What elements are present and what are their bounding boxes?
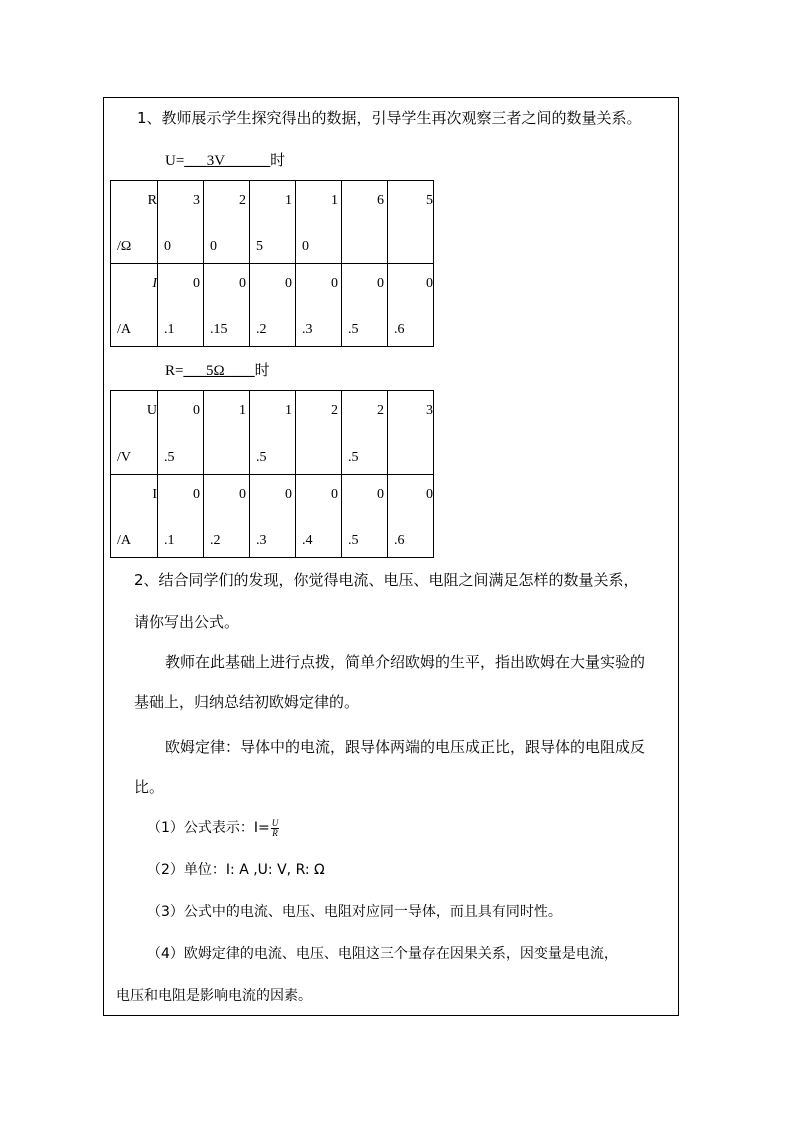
paragraph-2-line-1: 2、结合同学们的发现，你觉得电流、电压、电阻之间满足怎样的数量关系， [134, 571, 639, 589]
table1-cond-blank-b: ______ [225, 153, 271, 169]
table-cell: 2 [296, 391, 342, 475]
item-1-prefix: （1）公式表示：I= [147, 820, 270, 836]
formula-numerator: U [271, 817, 279, 828]
table-cell: 0 .4 [296, 475, 342, 558]
table-row [111, 181, 434, 264]
table-row [111, 264, 434, 347]
table-cell: 1 5 [250, 181, 296, 264]
data-table-1 [110, 180, 434, 347]
item-2-units: （2）单位：I: A ,U: V, R: Ω [147, 862, 325, 878]
table-cell: 0 .1 [158, 475, 204, 558]
table-cell: 6 [342, 181, 388, 264]
table-cell: 3 0 [158, 181, 204, 264]
table-cell: 0 .3 [296, 264, 342, 347]
item-4-line-2: 电压和电阻是影响电流的因素。 [116, 988, 312, 1004]
item-4-line-1: （4）欧姆定律的电流、电压、电阻这三个量存在因果关系，因变量是电流， [147, 946, 618, 962]
table2-cond-value: 5Ω [205, 363, 225, 379]
formula-fraction [271, 819, 280, 838]
table-cell: 0 .5 [158, 391, 204, 475]
table1-cond-suffix: 时 [270, 151, 286, 169]
table-cell: I /A [111, 475, 158, 558]
paragraph-3-line-1: 教师在此基础上进行点拨，简单介绍欧姆的生平，指出欧姆在大量实验的 [165, 653, 646, 671]
table2-condition [165, 360, 270, 381]
table-cell: 0 .2 [250, 264, 296, 347]
paragraph-3-line-2: 基础上，归纳总结初欧姆定律的。 [134, 693, 360, 711]
formula-denominator: R [272, 827, 278, 838]
intro-text: 1、教师展示学生探究得出的数据，引导学生再次观察三者之间的数量关系。 [137, 109, 642, 127]
table-cell: 2 0 [204, 181, 250, 264]
table1-cond-prefix: U= [165, 153, 185, 169]
table-cell: 0 .6 [388, 264, 434, 347]
table2-cond-suffix: 时 [254, 361, 270, 379]
table-cell: 0 .15 [204, 264, 250, 347]
table1-cond-blank-a: ___ [184, 153, 207, 169]
table-cell: 2 .5 [342, 391, 388, 475]
data-table-2 [110, 390, 434, 558]
table-cell: 0 .5 [342, 264, 388, 347]
table-cell: U /V [111, 391, 158, 475]
table-cell: 0 .3 [250, 475, 296, 558]
table2-cond-prefix: R= [165, 363, 184, 379]
table1-condition [165, 150, 285, 171]
paragraph-4-line-2: 比。 [134, 778, 165, 796]
table-cell: R /Ω [111, 181, 158, 264]
table-cell: 5 [388, 181, 434, 264]
table-cell: 1 [204, 391, 250, 475]
table-cell: 0 .1 [158, 264, 204, 347]
table2-cond-blank-b: ____ [224, 363, 255, 379]
table-cell: 3 [388, 391, 434, 475]
table-cell: 0 .6 [388, 475, 434, 558]
item-1-formula [147, 818, 279, 838]
table-cell: 1 0 [296, 181, 342, 264]
item-3: （3）公式中的电流、电压、电阻对应同一导体，而且具有同时性。 [147, 904, 562, 920]
table-cell: 1 .5 [250, 391, 296, 475]
paragraph-4-line-1: 欧姆定律：导体中的电流，跟导体两端的电压成正比，跟导体的电阻成反 [165, 738, 646, 756]
table1-cond-value: 3V [206, 153, 226, 169]
table-row [111, 475, 434, 558]
table-cell: I /A [111, 264, 158, 347]
table-cell: 0 .2 [204, 475, 250, 558]
table-cell: 0 .5 [342, 475, 388, 558]
table2-cond-blank-a: ___ [183, 363, 206, 379]
table-row [111, 391, 434, 475]
paragraph-2-line-2: 请你写出公式。 [134, 613, 240, 631]
